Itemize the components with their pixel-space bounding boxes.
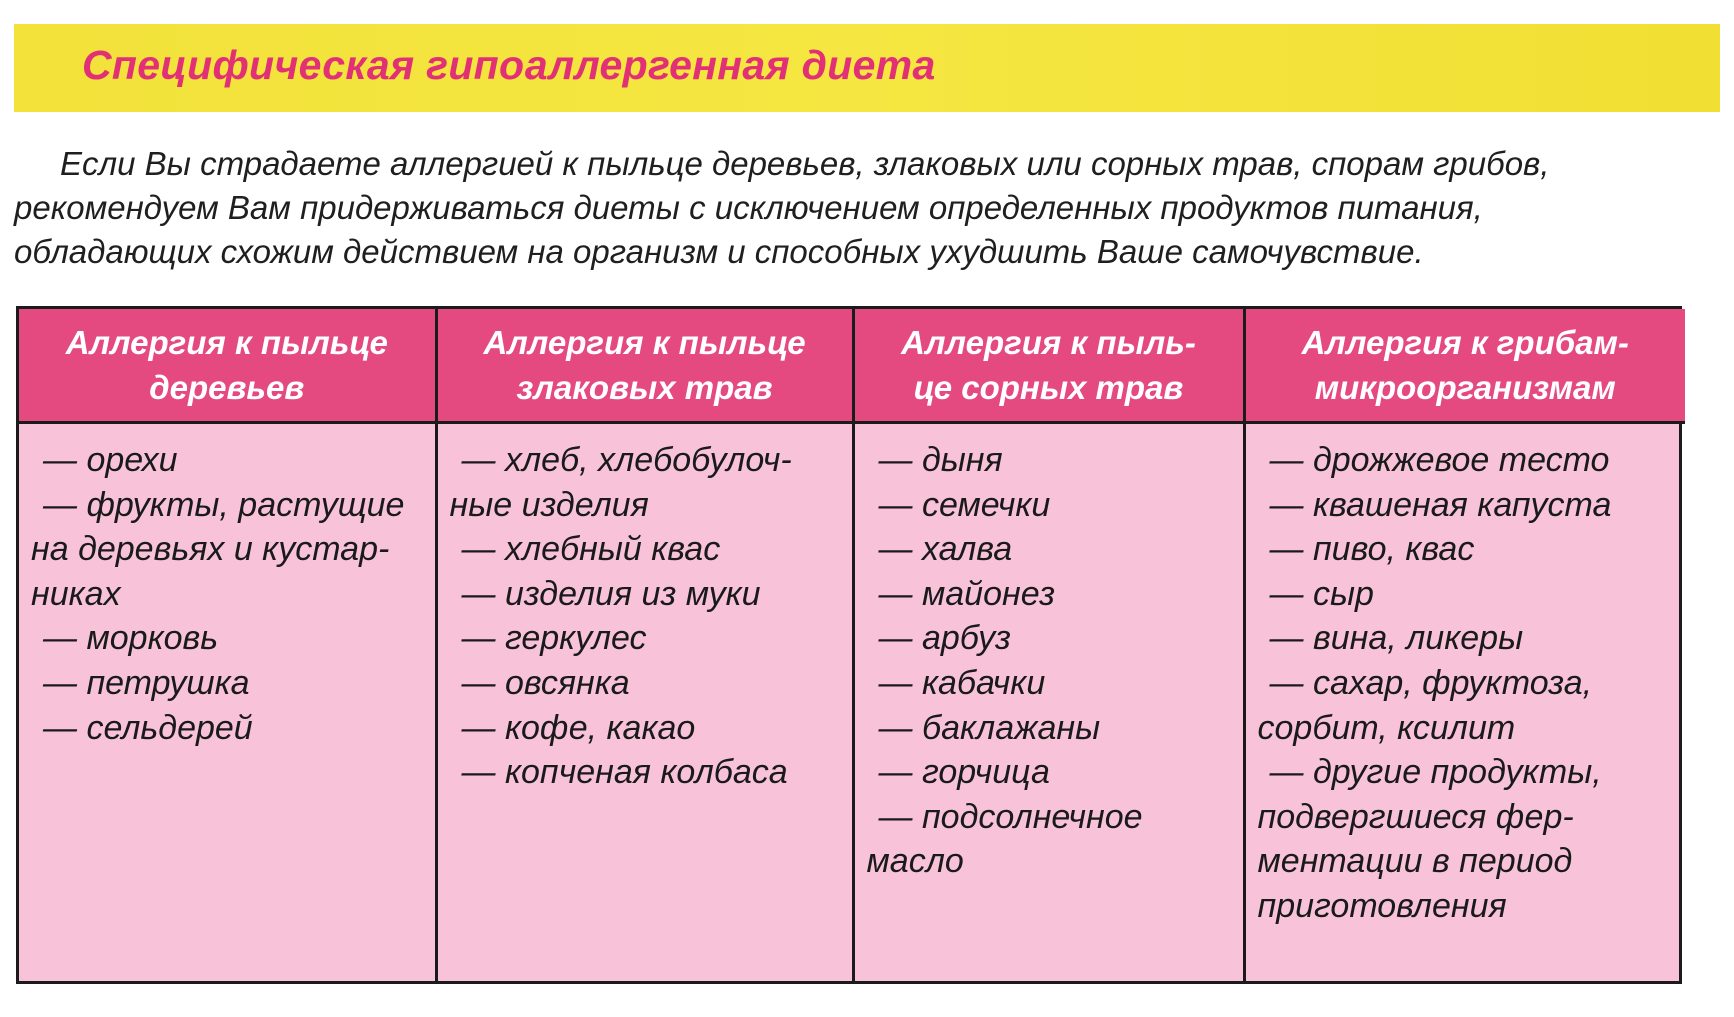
- list-item: — копченая колбаса: [461, 753, 788, 792]
- intro-text: [14, 142, 1714, 274]
- list-item: — кабачки: [878, 663, 1046, 702]
- list-item: — морковь: [43, 619, 219, 658]
- list-item: — халва: [878, 530, 1013, 569]
- list-item: — арбуз: [878, 619, 1011, 658]
- list-item: — квашеная капуста: [1269, 485, 1612, 524]
- list-item: масло: [866, 842, 964, 881]
- list-item: — сельдерей: [43, 708, 253, 747]
- list-item: — подсолнечное: [878, 797, 1143, 836]
- list-item: приготовления: [1257, 886, 1507, 925]
- list-item: — майонез: [878, 574, 1056, 613]
- column-weeds: [853, 423, 1244, 982]
- header-fungi: [1244, 309, 1685, 423]
- page-title: Специфическая гипоаллергенная диета: [82, 42, 936, 88]
- table-header-row: [19, 309, 1685, 423]
- list-item: — сыр: [1269, 574, 1374, 613]
- intro-line: обладающих схожим действием на организм и способных ухудшить Ваше самочувствие.: [14, 233, 1424, 270]
- list-item: — хлебный квас: [461, 530, 721, 569]
- list-item: ные изделия: [449, 485, 649, 524]
- header-line: Аллергия к пыль-: [901, 324, 1196, 361]
- list-item: — дыня: [878, 441, 1003, 479]
- header-line: микроорганизмам: [1314, 369, 1616, 406]
- header-grasses: [436, 309, 853, 423]
- list-item: — вина, ликеры: [1269, 619, 1524, 658]
- list-item: никах: [31, 574, 121, 613]
- list-item: — сахар, фруктоза,: [1269, 663, 1593, 702]
- table-body-row: [19, 423, 1685, 982]
- list-item: — изделия из муки: [461, 574, 761, 613]
- list-item: — геркулес: [461, 619, 647, 658]
- list-item: — пиво, квас: [1269, 530, 1475, 569]
- list-item: — хлеб, хлебобулоч-: [461, 441, 792, 479]
- header-line: Аллергия к пыльце: [65, 324, 388, 361]
- header-weeds: [853, 309, 1244, 423]
- list-item: — кофе, какао: [461, 708, 696, 747]
- list-item: ментации в период: [1257, 842, 1573, 881]
- list-item: — фрукты, растущие: [43, 485, 405, 524]
- header-line: деревьев: [149, 369, 305, 406]
- header-trees: [19, 309, 436, 423]
- intro-line: рекомендуем Вам придерживаться диеты с исключением определенных продуктов питания,: [14, 189, 1483, 226]
- list-item: — баклажаны: [878, 708, 1101, 747]
- list-item: — орехи: [43, 441, 178, 479]
- column-grasses: [436, 423, 853, 982]
- diet-table: [16, 306, 1682, 984]
- list-item: подвергшиеся фер-: [1257, 797, 1574, 836]
- header-line: Аллергия к грибам-: [1301, 324, 1629, 361]
- list-item: — дрожжевое тесто: [1269, 441, 1610, 479]
- list-item: — другие продукты,: [1269, 753, 1602, 792]
- header-line: це сорных трав: [913, 369, 1184, 406]
- column-fungi: [1244, 423, 1685, 982]
- list-item: — горчица: [878, 753, 1050, 792]
- header-line: Аллергия к пыльце: [483, 324, 806, 361]
- list-item: — семечки: [878, 485, 1051, 524]
- list-item: на деревьях и кустар-: [31, 530, 390, 569]
- list-item: сорбит, ксилит: [1257, 708, 1516, 747]
- list-item: — овсянка: [461, 663, 630, 702]
- list-item: — петрушка: [43, 663, 250, 702]
- header-line: злаковых трав: [516, 369, 773, 406]
- column-trees: [19, 423, 436, 982]
- intro-line: Если Вы страдаете аллергией к пыльце деревьев, злаковых или сорных трав, спорам грибов,: [60, 145, 1550, 182]
